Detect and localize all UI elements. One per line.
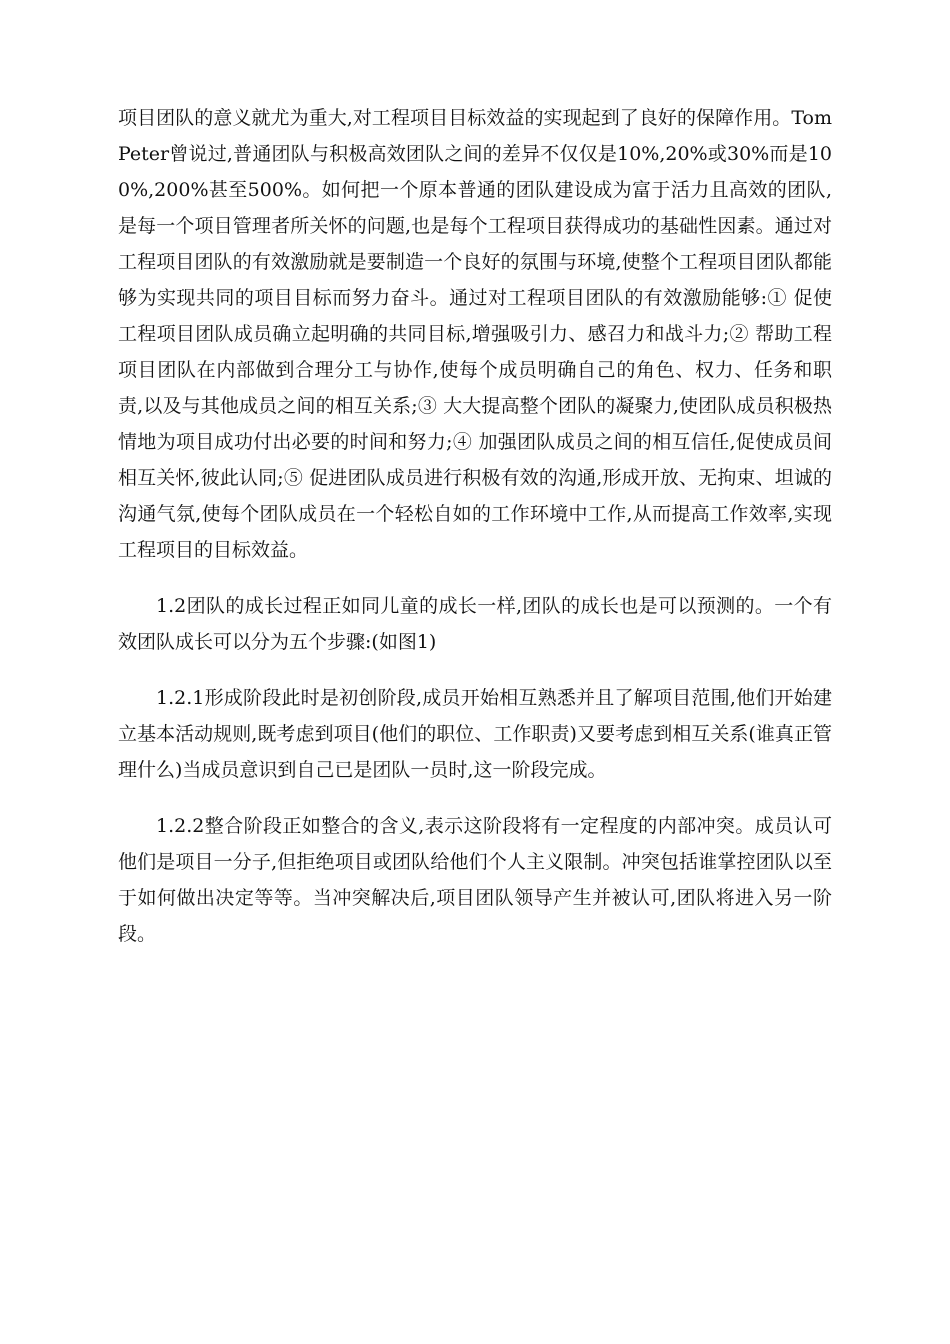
- paragraph-storming-stage: 1.2.2整合阶段正如整合的含义,表示这阶段将有一定程度的内部冲突。成员认可他们是项目一分子,但拒绝项目或团队给他们个人主义限制。冲突包括谁掌控团队以至于如何做出决定等等。当冲突解决后,项目团队领导产生并被认可,团队将进入另一阶段。: [118, 815, 832, 945]
- paragraph-forming-stage: 1.2.1形成阶段此时是初创阶段,成员开始相互熟悉并且了解项目范围,他们开始建立基本活动规则,既考虑到项目(他们的职位、工作职责)又要考虑到相互关系(谁真正管理什么)当成员意识到自己已是团队一员时,这一阶段完成。: [118, 687, 832, 781]
- paragraph-team-motivation: 项目团队的意义就尤为重大,对工程项目目标效益的实现起到了良好的保障作用。TomPeter曾说过,普通团队与积极高效团队之间的差异不仅仅是10%,20%或30%而是100%,200%甚至500%。如何把一个原本普通的团队建设成为富于活力且高效的团队,是每一个项目管理者所关怀的问题,也是每个工程项目获得成功的基础性因素。通过对工程项目团队的有效激励就是要制造一个良好的氛围与环境,使整个工程项目团队都能够为实现共同的项目目标而努力奋斗。通过对工程项目团队的有效激励能够:① 促使工程项目团队成员确立起明确的共同目标,增强吸引力、感召力和战斗力;② 帮助工程项目团队在内部做到合理分工与协作,使每个成员明确自己的角色、权力、任务和职责,以及与其他成员之间的相互关系;③ 大大提高整个团队的凝聚力,使团队成员积极热情地为项目成功付出必要的时间和努力;④ 加强团队成员之间的相互信任,促使成员间相互关怀,彼此认同;⑤ 促进团队成员进行积极有效的沟通,形成开放、无拘束、坦诚的沟通气氛,使每个团队成员在一个轻松自如的工作环境中工作,从而提高工作效率,实现工程项目的目标效益。: [118, 107, 832, 561]
- document-body: [118, 100, 832, 952]
- paragraph-team-growth: 1.2团队的成长过程正如同儿童的成长一样,团队的成长也是可以预测的。一个有效团队成长可以分为五个步骤:(如图1): [118, 595, 832, 653]
